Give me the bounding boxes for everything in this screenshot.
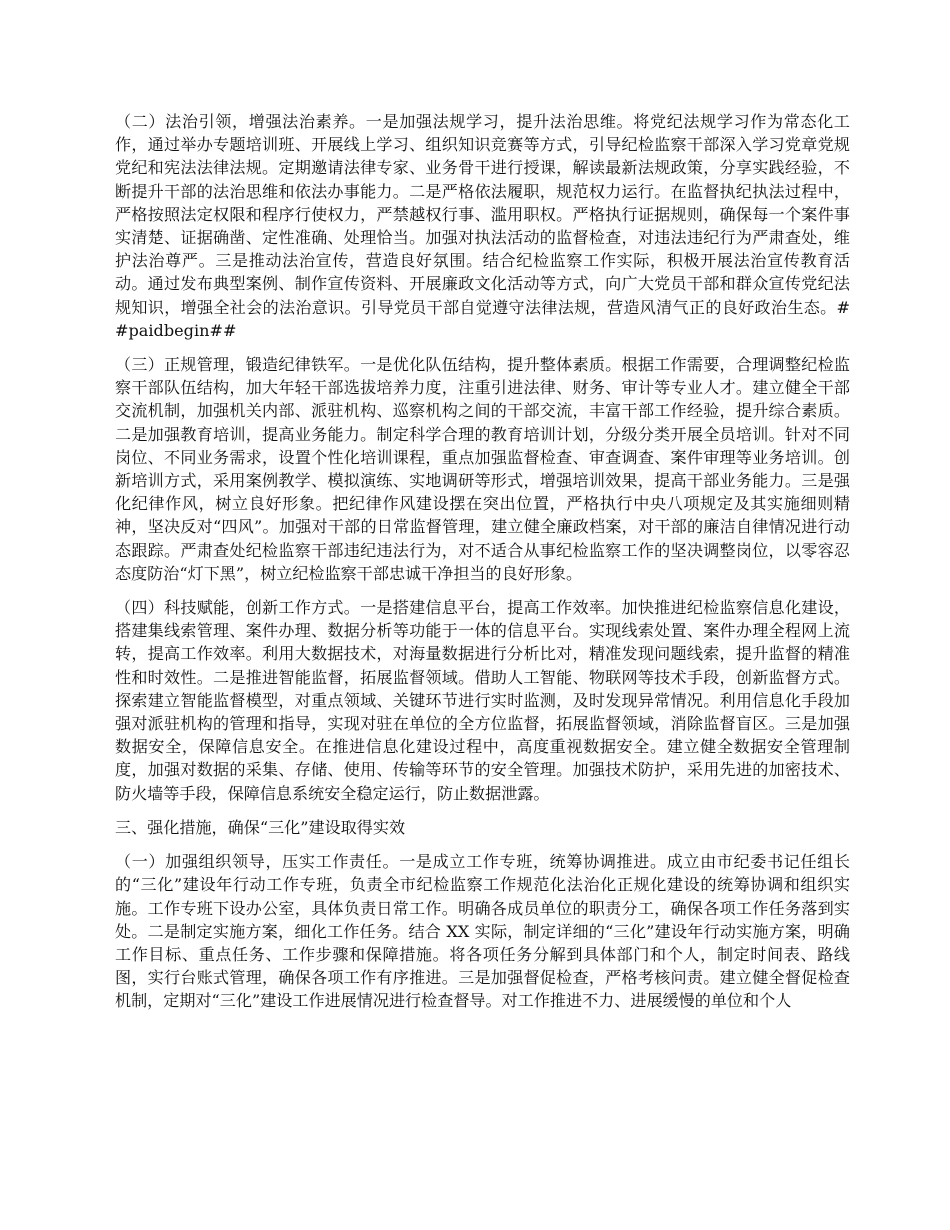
paragraph-technology-empowerment: （四）科技赋能，创新工作方式。一是搭建信息平台，提高工作效率。加快推进纪检监察信息化建设，搭建集线索管理、案件办理、数据分析等功能于一体的信息平台。实现线索处置、案件办理全程网上流转，提高工作效率。利用大数据技术，对海量数据进行分析比对，精准发现问题线索，提升监督的精准性和时效性。二是推进智能监督，拓展监督领域。借助人工智能、物联网等技术手段，创新监督方式。探索建立智能监督模型，对重点领域、关键环节进行实时监测，及时发现异常情况。利用信息化手段加强对派驻机构的管理和指导，实现对驻在单位的全方位监督，拓展监督领域，消除监督盲区。三是加强数据安全，保障信息安全。在推进信息化建设过程中，高度重视数据安全。建立健全数据安全管理制度，加强对数据的采集、存储、使用、传输等环节的安全管理。加强技术防护，采用先进的加密技术、防火墙等手段，保障信息系统安全稳定运行，防止数据泄露。 (115, 598, 850, 803)
paragraph-rule-of-law: （二）法治引领，增强法治素养。一是加强法规学习，提升法治思维。将党纪法规学习作为常态化工作，通过举办专题培训班、开展线上学习、组织知识竞赛等方式，引导纪检监察干部深入学习党章党规党纪和宪法法律法规。定期邀请法律专家、业务骨干进行授课，解读最新法规政策，分享实践经验，不断提升干部的法治思维和依法办事能力。二是严格依法履职，规范权力运行。在监督执纪执法过程中，严格按照法定权限和程序行使权力，严禁越权行事、滥用职权。严格执行证据规则，确保每一个案件事实清楚、证据确凿、定性准确、处理恰当。加强对执法活动的监督检查，对违法违纪行为严肃查处，维护法治尊严。三是推动法治宣传，营造良好氛围。结合纪检监察工作实际，积极开展法治宣传教育活动。通过发布典型案例、制作宣传资料、开展廉政文化活动等方式，向广大党员干部和群众宣传党纪法规知识，增强全社会的法治意识。引导党员干部自觉遵守法律法规，营造风清气正的良好政治生态。##paidbegin## (115, 112, 850, 340)
section-heading: 三、强化措施，确保“三化”建设取得实效 (115, 817, 406, 837)
paragraph-standardized-management: （三）正规管理，锻造纪律铁军。一是优化队伍结构，提升整体素质。根据工作需要，合理调整纪检监察干部队伍结构，加大年轻干部选拔培养力度，注重引进法律、财务、审计等专业人才。建立健全干部交流机制，加强机关内部、派驻机构、巡察机构之间的干部交流，丰富干部工作经验，提升综合素质。二是加强教育培训，提高业务能力。制定科学合理的教育培训计划，分级分类开展全员培训。针对不同岗位、不同业务需求，设置个性化培训课程，重点加强监督检查、审查调查、案件审理等业务培训。创新培训方式，采用案例教学、模拟演练、实地调研等形式，增强培训效果，提高干部业务能力。三是强化纪律作风，树立良好形象。把纪律作风建设摆在突出位置，严格执行中央八项规定及其实施细则精神，坚决反对“四风”。加强对干部的日常监督管理，建立健全廉政档案，对干部的廉洁自律情况进行动态跟踪。严肃查处纪检监察干部违纪违法行为，对不适合从事纪检监察工作的坚决调整岗位，以零容忍态度防治“灯下黑”，树立纪检监察干部忠诚干净担当的良好形象。 (115, 355, 850, 583)
document-page (115, 110, 850, 1024)
paragraph-organizational-leadership: （一）加强组织领导，压实工作责任。一是成立工作专班，统筹协调推进。成立由市纪委书记任组长的“三化”建设年行动工作专班，负责全市纪检监察工作规范化法治化正规化建设的统筹协调和组织实施。工作专班下设办公室，具体负责日常工作。明确各成员单位的职责分工，确保各项工作任务落到实处。二是制定实施方案，细化工作任务。结合 XX 实际，制定详细的“三化”建设年行动实施方案，明确工作目标、重点任务、工作步骤和保障措施。将各项任务分解到具体部门和个人，制定时间表、路线图，实行台账式管理，确保各项工作有序推进。三是加强督促检查，严格考核问责。建立健全督促检查机制，定期对“三化”建设工作进展情况进行检查督导。对工作推进不力、进展缓慢的单位和个人 (115, 852, 850, 1011)
